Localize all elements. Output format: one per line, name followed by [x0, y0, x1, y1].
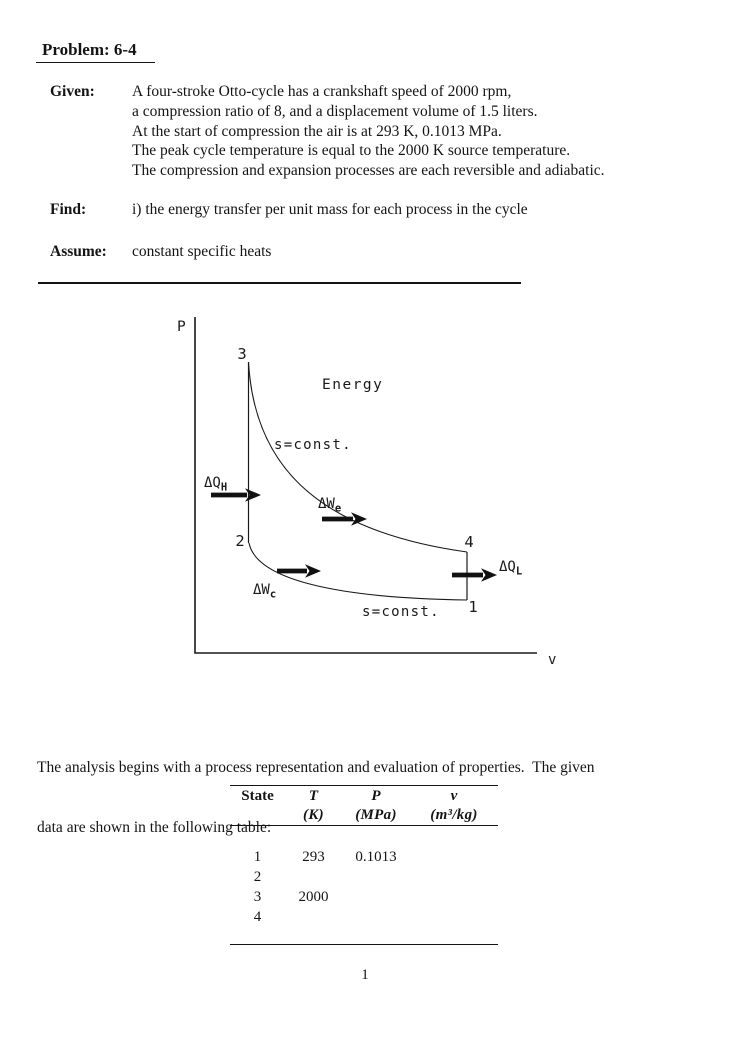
work-expansion-label: $\Delta W_e$ — [318, 496, 342, 515]
table-top-rule — [230, 785, 498, 786]
find-label: Find: — [50, 201, 87, 218]
header-temperature: T — [308, 788, 319, 804]
table-bottom-rule — [230, 944, 498, 945]
table-header-row — [230, 787, 498, 805]
table-row — [230, 907, 498, 927]
given-section — [50, 82, 605, 181]
state-2-label: 2 — [235, 532, 245, 550]
unit-specific-volume: (m³/kg) — [430, 807, 478, 823]
table-units-row — [230, 805, 498, 825]
p-axis-label: P — [177, 319, 186, 335]
pv-diagram — [160, 300, 580, 680]
find-text: i) the energy transfer per unit mass for each process in the cycle — [132, 201, 528, 218]
pv-axes — [195, 317, 537, 653]
state-3-label: 3 — [237, 345, 247, 363]
work-compression-label: $\Delta W_c$ — [253, 582, 277, 601]
section-divider — [38, 282, 521, 284]
problem-title-text: Problem: 6-4 — [36, 39, 155, 63]
heat-in-label: $\Delta Q_H$ — [204, 475, 228, 494]
given-line: a compression ratio of 8, and a displacement volume of 1.5 liters. — [132, 102, 538, 120]
cell-state: 4 — [253, 909, 262, 925]
cell-pressure — [342, 867, 410, 887]
cell-temperature: 293 — [302, 849, 325, 865]
problem-title — [36, 39, 155, 63]
header-specific-volume: v — [450, 788, 458, 804]
cell-temperature — [285, 907, 342, 927]
state-1-label: 1 — [468, 598, 478, 616]
header-pressure: P — [371, 788, 381, 804]
properties-table — [230, 785, 498, 945]
header-state: State — [241, 788, 274, 804]
v-axis-label: v — [548, 652, 557, 668]
assume-text: constant specific heats — [132, 243, 272, 260]
given-line: The compression and expansion processes are each reversible and adiabatic. — [132, 162, 605, 180]
assume-section — [50, 242, 271, 262]
cell-specific-volume — [410, 887, 498, 907]
cell-pressure — [342, 907, 410, 927]
cell-state: 2 — [253, 869, 262, 885]
find-section — [50, 200, 528, 220]
given-line: A four-stroke Otto-cycle has a crankshaft speed of 2000 rpm, — [132, 83, 512, 100]
s-const-upper-label: s=const. — [274, 437, 352, 453]
cell-specific-volume — [410, 907, 498, 927]
given-text — [132, 82, 605, 181]
analysis-line: The analysis begins with a process representation and evaluation of properties. The given — [37, 759, 595, 776]
heat-out-label: $\Delta Q_L$ — [499, 559, 523, 578]
given-line: At the start of compression the air is at 293 K, 0.1013 MPa. — [132, 122, 502, 140]
cell-temperature — [285, 867, 342, 887]
table-row — [230, 847, 498, 867]
table-row — [230, 887, 498, 907]
cell-pressure — [342, 887, 410, 907]
cell-specific-volume — [410, 847, 498, 867]
state-4-label: 4 — [464, 533, 474, 551]
assume-label: Assume: — [50, 243, 107, 260]
energy-label: Energy — [322, 377, 384, 393]
s-const-lower-label: s=const. — [362, 604, 440, 620]
analysis-line: data are shown in the following table: — [37, 819, 272, 836]
cell-temperature: 2000 — [298, 889, 329, 905]
cell-specific-volume — [410, 867, 498, 887]
unit-state — [230, 805, 285, 825]
table-body — [230, 847, 498, 927]
unit-temperature: (K) — [303, 807, 324, 823]
page-number: 1 — [361, 967, 369, 983]
heat-out-arrow-icon — [452, 568, 497, 582]
cell-pressure: 0.1013 — [355, 849, 397, 865]
cell-state: 1 — [253, 849, 262, 865]
given-line: The peak cycle temperature is equal to the 2000 K source temperature. — [132, 142, 571, 160]
unit-pressure: (MPa) — [355, 807, 397, 823]
table-row — [230, 867, 498, 887]
table-mid-rule — [230, 825, 498, 826]
cell-state: 3 — [253, 889, 262, 905]
given-label: Given: — [50, 83, 95, 100]
